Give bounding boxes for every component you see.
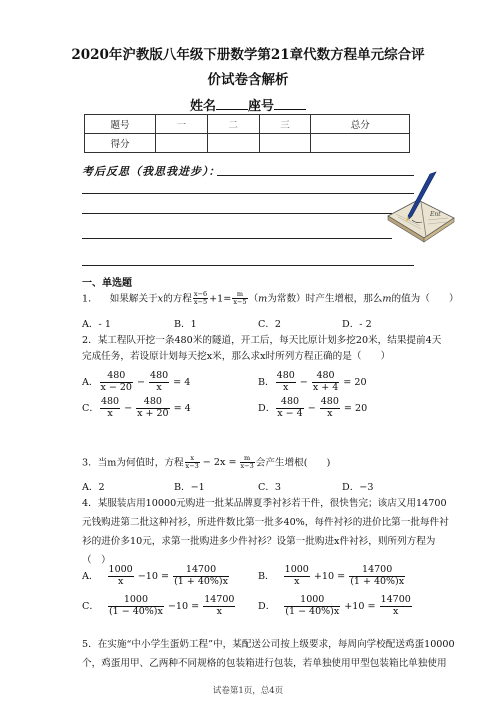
equation-rhs: = 4 (173, 402, 191, 414)
option: B．−1 (174, 482, 205, 493)
equation-option (258, 397, 367, 420)
score-header-cell: 二 (207, 115, 259, 134)
fraction-numerator: 480 (100, 396, 120, 407)
fraction-numerator: 1000 (284, 595, 340, 607)
q3-fraction (240, 455, 255, 471)
q1-text: 如果解关于 (109, 293, 158, 305)
fraction-denominator: (1 − 40%)x (285, 605, 340, 617)
equation-option (82, 397, 191, 420)
score-header-cell: 题号 (85, 115, 156, 134)
fraction (108, 565, 134, 588)
option: D．- 2 (342, 319, 372, 330)
fraction-denominator: x (393, 605, 399, 617)
fraction-numerator: 480 (136, 397, 169, 409)
equation-option (82, 595, 236, 618)
option-label: D． (258, 600, 276, 612)
fraction (100, 397, 120, 420)
equation-rhs: = 4 (173, 376, 191, 388)
fraction-denominator: x−3 (240, 462, 254, 471)
operator: − (307, 402, 316, 414)
name-blank (216, 97, 248, 110)
fraction-denominator: x−3 (185, 462, 199, 471)
operator: +10 = (313, 570, 346, 582)
operator: −10 = (167, 600, 200, 612)
fraction-numerator: x−6 (193, 290, 208, 298)
fraction-numerator: 14700 (380, 594, 411, 605)
fraction-denominator: x − 4 (277, 407, 303, 419)
question-4-line: 衫的进价多10元，求第一批购进多少件衬衫？设第一批购进x件衬衫，则所列方程为 (82, 536, 436, 547)
fraction-numerator: 480 (320, 396, 339, 407)
q3-text: − 2x = (202, 457, 237, 469)
score-cell (259, 134, 311, 153)
operator: − (299, 376, 308, 388)
notebook-pen-illustration (384, 170, 458, 248)
q1-var: m (258, 293, 268, 305)
q1-text: +1= (209, 293, 232, 305)
score-cell (311, 134, 410, 153)
fraction (203, 595, 235, 618)
question-2-line: 2．某工程队开挖一条480米的隧道，开工后，每天比原计划多挖20米，结果提前4天 (82, 335, 442, 346)
option-label: B． (258, 570, 275, 582)
option: A．2 (82, 482, 105, 493)
fraction-numerator: 480 (312, 371, 339, 383)
document-title-line2: 价试卷含解析 (207, 72, 289, 88)
q1-text: 的方程 (163, 293, 192, 305)
fraction-denominator: x (117, 575, 124, 587)
fraction (349, 565, 405, 588)
q1-text: 的值为（ ） (391, 293, 459, 305)
page-footer: 试卷第1页，总4页 (212, 686, 284, 696)
option: A．- 1 (82, 319, 111, 330)
equation-option (82, 371, 190, 394)
question-5-line: 个，鸡蛋用甲、乙两种不同规格的包装箱进行包装，若单独使用甲型包装箱比单独使用 (82, 658, 447, 669)
fraction (108, 595, 164, 618)
score-table-row (85, 134, 410, 153)
fraction-numerator: 1000 (108, 595, 164, 607)
fraction-numerator: 14700 (349, 565, 405, 577)
score-table-header-row (85, 115, 410, 134)
fraction (276, 397, 303, 420)
option: C．2 (258, 319, 282, 330)
score-cell (207, 134, 259, 153)
fraction (173, 565, 229, 588)
document-title-line1: 2020年沪教版八年级下册数学第21章代数方程单元综合评 (71, 47, 425, 63)
fraction-numerator: 480 (276, 397, 303, 409)
fraction (284, 565, 310, 588)
fraction (284, 595, 340, 618)
option-label: A． (82, 376, 99, 388)
q3-fraction (185, 455, 200, 471)
review-line (82, 213, 392, 214)
q3-text: 3．当m为何值时，方程 (82, 457, 184, 469)
fraction-denominator: x (156, 381, 162, 393)
section-heading: 一、单选题 (82, 278, 132, 289)
review-label: 考后反思（我思我进步）： (82, 165, 221, 178)
q1-fraction (232, 291, 247, 307)
equation-option (258, 371, 367, 394)
option: C．3 (258, 482, 282, 493)
option-label: A． (82, 570, 99, 582)
question-1 (82, 291, 459, 307)
fraction-numerator: x (185, 455, 200, 463)
review-line (82, 193, 414, 194)
question-4-line: （ ） (82, 555, 111, 566)
question-2-line: 完成任务，若设原计划每天挖x米，那么求x时所列方程正确的是（ ） (82, 351, 391, 362)
operator: − (124, 402, 133, 414)
option: D．−3 (342, 482, 374, 493)
fraction-numerator: 14700 (204, 594, 235, 605)
fraction (100, 371, 133, 394)
option-label: B． (258, 376, 275, 388)
fraction-denominator: x (294, 575, 300, 587)
equation-option (258, 565, 406, 588)
q1-text: 为常数）时产生增根，那么 (267, 293, 383, 305)
q1-text: （ (248, 293, 259, 305)
question-5-line: 5．在实施“中小学生蛋奶工程”中，某配送公司按上级要求，每周向学校配送鸡蛋10000 (82, 639, 455, 650)
option-label: C． (82, 402, 99, 414)
operator: −10 = (137, 570, 170, 582)
fraction-numerator: 480 (150, 370, 169, 381)
fraction-denominator: x (327, 407, 333, 419)
name-label: 姓名 (189, 99, 216, 114)
fraction-denominator: x + 20 (137, 407, 169, 419)
fraction (380, 595, 412, 618)
review-line (82, 265, 414, 266)
question-4-line: 4．某服装店用10000元购进一批某品牌夏季衬衫若干件，很快售完；该店又用14700 (82, 498, 447, 509)
fraction (276, 371, 296, 394)
equation-option (258, 595, 413, 618)
fraction-denominator: x + 4 (312, 381, 339, 393)
fraction-denominator: (1 + 40%)x (350, 575, 405, 587)
option: B．1 (174, 319, 197, 330)
fraction (312, 371, 339, 394)
name-seat-row (0, 95, 496, 114)
fraction-denominator: x (216, 605, 223, 617)
score-header-cell: 一 (156, 115, 208, 134)
fraction-denominator: (1 + 40%)x (174, 575, 228, 587)
fraction-numerator: 480 (100, 371, 133, 383)
question-4-line: 元钱购进第二批这种衬衫，所进件数比第一批多40%，每件衬衫的进价比第一批每件衬 (82, 517, 449, 528)
score-cell (156, 134, 208, 153)
question-3 (82, 455, 330, 471)
operator: +10 = (344, 600, 376, 612)
equation-rhs: = 20 (343, 402, 368, 414)
score-row-label: 得分 (85, 134, 156, 153)
fraction-denominator: x − 20 (100, 381, 132, 393)
seat-blank (274, 97, 306, 110)
q1-var: m (382, 293, 392, 305)
fraction-denominator: x−5 (233, 298, 247, 307)
fraction-denominator: x (283, 381, 289, 393)
equation-option (82, 565, 230, 588)
fraction-numerator: 1000 (284, 564, 309, 575)
fraction-denominator: (1 − 40%)x (108, 605, 163, 617)
fraction-denominator: x−5 (193, 298, 208, 307)
fraction (136, 397, 169, 420)
review-line (82, 238, 392, 239)
operator: − (136, 376, 146, 388)
seat-label: 座号 (248, 99, 275, 114)
svg-text:Ent: Ent (430, 211, 441, 218)
q1-var: x (157, 293, 164, 305)
fraction-numerator: m (240, 455, 255, 463)
score-table (84, 114, 410, 153)
fraction (320, 397, 340, 420)
fraction-numerator: 14700 (173, 565, 229, 577)
fraction-numerator: 480 (276, 370, 295, 381)
fraction (149, 371, 169, 394)
score-header-cell: 三 (259, 115, 311, 134)
q1-number: 1． (82, 293, 98, 305)
option-label: C． (82, 600, 99, 612)
fraction-denominator: x (107, 407, 113, 419)
equation-rhs: = 20 (343, 376, 367, 388)
q1-fraction (193, 291, 208, 307)
fraction-numerator: m (232, 291, 247, 299)
option-label: D． (258, 402, 276, 414)
fraction-numerator: 1000 (108, 564, 133, 575)
q3-text: 会产生增根( ) (255, 457, 331, 469)
score-header-cell: 总分 (311, 115, 410, 134)
